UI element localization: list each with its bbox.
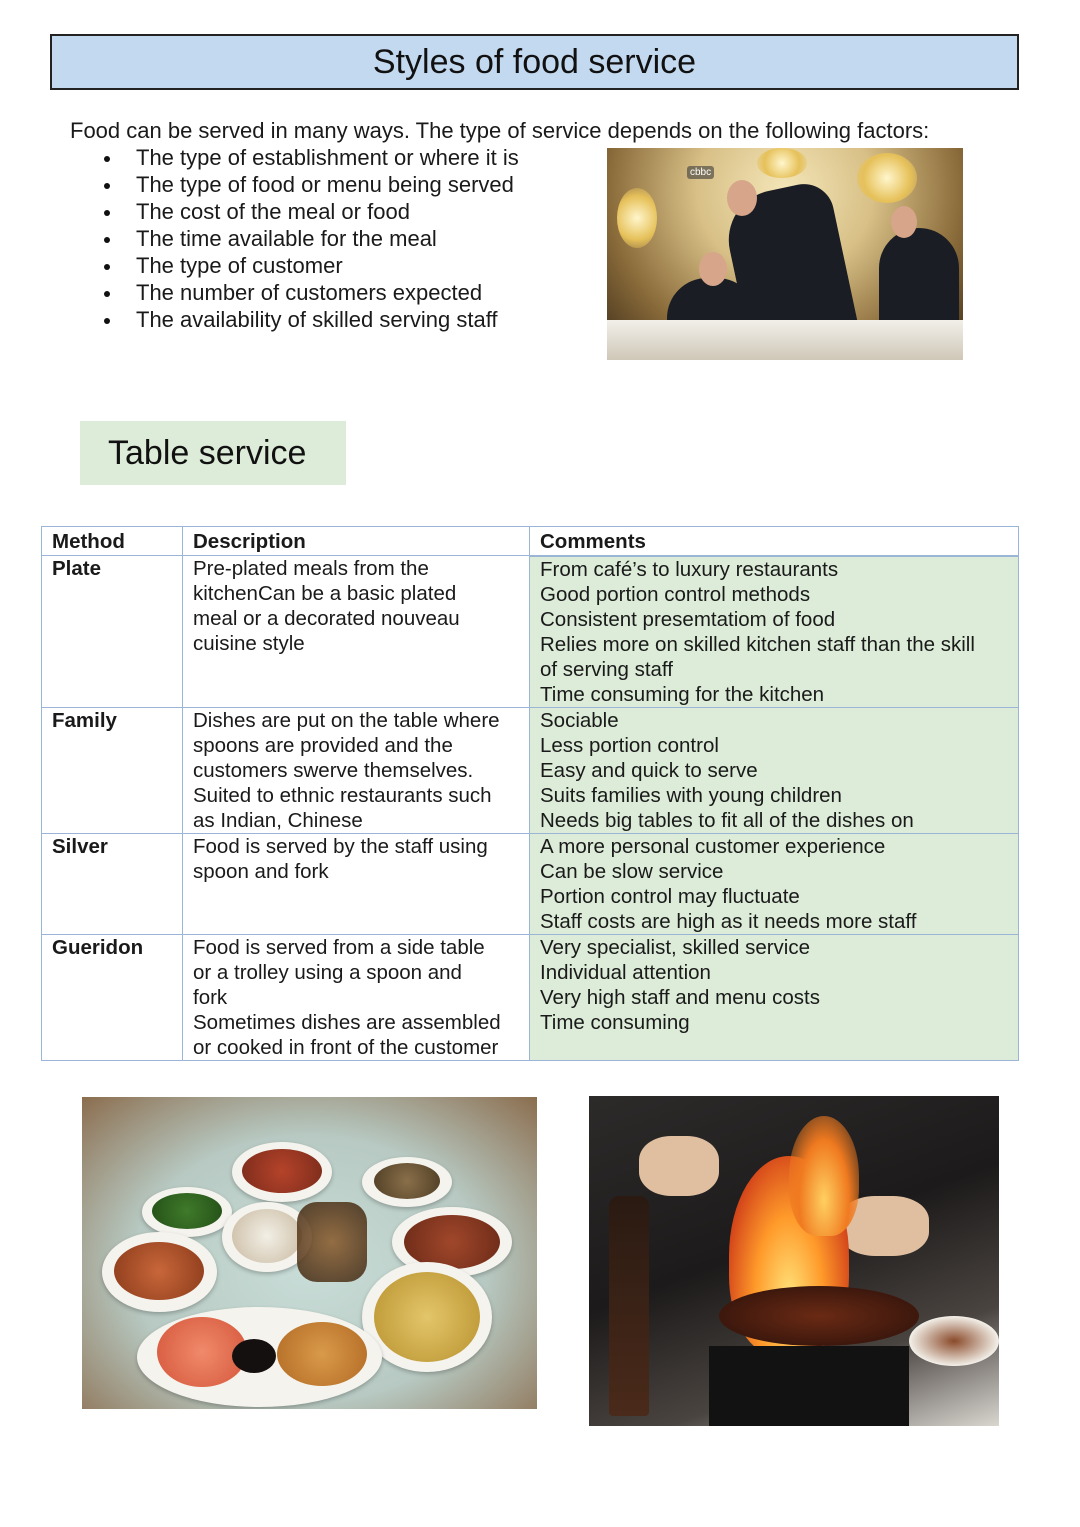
comment-line: A more personal customer experience xyxy=(540,835,886,858)
food xyxy=(232,1209,302,1263)
section-title: Table service xyxy=(80,421,346,485)
table-row xyxy=(42,834,1019,935)
sauce-bowl xyxy=(232,1339,276,1373)
comment-line: Time consuming for the kitchen xyxy=(540,682,825,706)
method-cell: Plate xyxy=(42,556,183,708)
table-row xyxy=(42,708,1019,834)
food xyxy=(374,1272,480,1362)
service-table xyxy=(41,526,1019,1061)
hand xyxy=(639,1136,719,1196)
factor-list xyxy=(100,144,519,333)
header-comments: Comments xyxy=(530,527,1019,556)
comments-cell xyxy=(530,834,1019,935)
intro-text: Food can be served in many ways. The type of service depends on the following factors: xyxy=(70,118,930,143)
chandelier xyxy=(857,153,917,203)
description-line: Pre-plated meals from the xyxy=(193,557,429,580)
food xyxy=(114,1242,204,1300)
comment-line: Staff costs are high as it needs more staff xyxy=(540,910,917,933)
header-method: Method xyxy=(42,527,183,556)
description-line: kitchenCan be a basic plated xyxy=(193,582,457,605)
waiter-head xyxy=(727,180,757,216)
food xyxy=(242,1149,322,1193)
table-row xyxy=(42,556,1019,708)
comment-line: Can be slow service xyxy=(540,860,724,883)
comment-line: Less portion control xyxy=(540,734,719,757)
comment-line: Portion control may fluctuate xyxy=(540,885,800,908)
waiters-photo xyxy=(607,148,963,360)
description-line: cuisine style xyxy=(193,632,305,655)
description-cell xyxy=(183,834,530,935)
description-line: as Indian, Chinese xyxy=(193,809,363,832)
comment-line: Suits families with young children xyxy=(540,784,842,807)
description-line: or a trolley using a spoon and xyxy=(193,961,462,984)
waiter-head xyxy=(891,206,917,238)
page-title: Styles of food service xyxy=(50,34,1019,90)
list-item: The cost of the meal or food xyxy=(100,198,519,225)
comment-line: Time consuming xyxy=(540,1011,690,1034)
bowl xyxy=(909,1316,999,1366)
comment-line: Easy and quick to serve xyxy=(540,759,758,782)
comment-line: Relies more on skilled kitchen staff than the skill xyxy=(540,632,975,656)
comment-line: Needs big tables to fit all of the dishes on xyxy=(540,809,914,832)
family-dishes-photo xyxy=(82,1097,537,1409)
food xyxy=(152,1193,222,1229)
comment-line: From café’s to luxury restaurants xyxy=(540,557,839,581)
description-line: meal or a decorated nouveau xyxy=(193,607,460,630)
teapot xyxy=(297,1202,367,1282)
burner xyxy=(709,1346,909,1426)
table-header-row xyxy=(42,527,1019,556)
list-item: The time available for the meal xyxy=(100,225,519,252)
method-cell: Silver xyxy=(42,834,183,935)
list-item: The type of customer xyxy=(100,252,519,279)
waiter-head xyxy=(699,252,727,286)
list-item: The type of food or menu being served xyxy=(100,171,519,198)
comments-cell xyxy=(530,708,1019,834)
description-line: customers swerve themselves. xyxy=(193,759,474,782)
cbbc-logo: cbbc xyxy=(687,166,714,179)
food xyxy=(374,1163,440,1199)
list-item: The number of customers expected xyxy=(100,279,519,306)
chandelier xyxy=(757,148,807,178)
food xyxy=(277,1322,367,1386)
description-cell xyxy=(183,935,530,1061)
description-line: fork xyxy=(193,986,228,1009)
description-line: Food is served by the staff using xyxy=(193,835,488,858)
description-line: Sometimes dishes are assembled xyxy=(193,1011,501,1034)
description-line: Dishes are put on the table where xyxy=(193,709,500,732)
flambe-photo xyxy=(589,1096,999,1426)
comment-line: Consistent presemtatiom of food xyxy=(540,607,836,631)
method-cell: Gueridon xyxy=(42,935,183,1061)
food xyxy=(404,1215,500,1269)
chandelier xyxy=(617,188,657,248)
list-item: The type of establishment or where it is xyxy=(100,144,519,171)
description-line: Food is served from a side table xyxy=(193,936,485,959)
description-line: spoons are provided and the xyxy=(193,734,453,757)
flame xyxy=(789,1116,859,1236)
description-line: Suited to ethnic restaurants such xyxy=(193,784,492,807)
comments-cell xyxy=(530,935,1019,1061)
description-cell xyxy=(183,708,530,834)
method-cell: Family xyxy=(42,708,183,834)
comment-line: Good portion control methods xyxy=(540,582,811,606)
comment-line: Very specialist, skilled service xyxy=(540,936,811,959)
comment-line: Very high staff and menu costs xyxy=(540,986,820,1009)
comment-line: Sociable xyxy=(540,709,619,732)
pan xyxy=(719,1286,919,1346)
header-description: Description xyxy=(183,527,530,556)
description-cell xyxy=(183,556,530,708)
tablecloth xyxy=(607,320,963,360)
bottle-icon xyxy=(609,1196,649,1416)
description-line: or cooked in front of the customer xyxy=(193,1036,499,1059)
table-row xyxy=(42,935,1019,1061)
description-line: spoon and fork xyxy=(193,860,329,883)
list-item: The availability of skilled serving staff xyxy=(100,306,519,333)
comments-cell xyxy=(530,556,1019,708)
comment-line: of serving staff xyxy=(540,657,673,681)
comment-line: Individual attention xyxy=(540,961,711,984)
